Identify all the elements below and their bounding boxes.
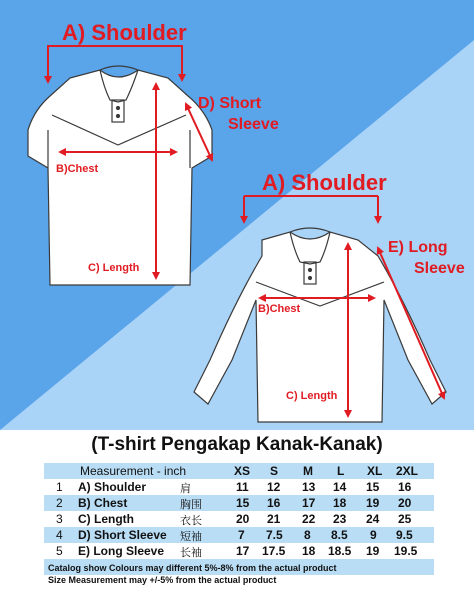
cell-m: 17 <box>302 496 316 510</box>
row-name: D) Short Sleeve <box>78 528 167 542</box>
cell-l: 14 <box>333 480 347 494</box>
header-s: S <box>270 464 279 478</box>
tshirt-sleeve-label-line1: D) Short <box>198 95 262 112</box>
header-2xl: 2XL <box>396 464 419 478</box>
size-table <box>44 462 434 558</box>
row-name: C) Length <box>78 512 134 526</box>
header-measurement: Measurement - inch <box>80 464 187 478</box>
cell-2xl: 19.5 <box>394 544 418 558</box>
row-name: A) Shoulder <box>78 480 146 494</box>
cell-xs: 7 <box>238 528 245 542</box>
cell-xl: 24 <box>366 512 380 526</box>
row-chinese-label: 衣长 <box>180 515 202 527</box>
row-chinese-label: 短袖 <box>180 531 202 543</box>
cell-2xl: 16 <box>398 480 412 494</box>
tshirt-icon <box>28 66 212 285</box>
cell-xl: 19 <box>366 544 380 558</box>
cell-m: 8 <box>304 528 311 542</box>
cell-xl: 9 <box>370 528 377 542</box>
cell-2xl: 25 <box>398 512 412 526</box>
cell-xs: 15 <box>236 496 250 510</box>
row-number: 3 <box>56 512 63 526</box>
tshirt-sleeve-label-line2: Sleeve <box>228 116 279 133</box>
row-number: 2 <box>56 496 63 510</box>
cell-2xl: 9.5 <box>396 528 413 542</box>
cell-s: 12 <box>267 480 281 494</box>
cell-l: 23 <box>333 512 347 526</box>
header-xs: XS <box>234 464 251 478</box>
row-number: 4 <box>56 528 63 542</box>
cell-l: 18.5 <box>328 544 352 558</box>
cell-xs: 20 <box>236 512 250 526</box>
cell-xs: 11 <box>236 480 249 494</box>
header-xl: XL <box>367 464 383 478</box>
row-name: B) Chest <box>78 496 128 510</box>
longsleeve-length-label: C) Length <box>286 390 338 402</box>
tshirt-shoulder-label: A) Shoulder <box>62 20 187 45</box>
row-name: E) Long Sleeve <box>78 544 165 558</box>
header-m: M <box>303 464 313 478</box>
cell-m: 18 <box>302 544 316 558</box>
longsleeve-sleeve-label-line2: Sleeve <box>414 260 465 277</box>
table-row <box>44 527 434 543</box>
table-row <box>44 495 434 511</box>
cell-xl: 19 <box>366 496 380 510</box>
cell-s: 17.5 <box>262 544 286 558</box>
cell-m: 13 <box>302 480 316 494</box>
cell-xs: 17 <box>236 544 250 558</box>
row-chinese-label: 肩 <box>180 483 191 495</box>
cell-m: 22 <box>302 512 316 526</box>
table-title: (T-shirt Pengakap Kanak-Kanak) <box>91 434 383 455</box>
cell-s: 7.5 <box>266 528 283 542</box>
cell-s: 21 <box>267 512 281 526</box>
cell-l: 18 <box>333 496 347 510</box>
row-chinese-label: 长袖 <box>180 547 202 559</box>
cell-xl: 15 <box>366 480 380 494</box>
table-row <box>44 543 434 559</box>
tshirt-length-label: C) Length <box>88 262 140 274</box>
longsleeve-shoulder-label: A) Shoulder <box>262 170 387 195</box>
cell-2xl: 20 <box>398 496 412 510</box>
note-size: Size Measurement may +/-5% from the actual product <box>48 575 277 585</box>
tshirt-chest-label: B)Chest <box>56 163 99 175</box>
row-number: 5 <box>56 544 63 558</box>
row-number: 1 <box>56 480 63 494</box>
table-row <box>44 479 434 495</box>
cell-l: 8.5 <box>331 528 348 542</box>
cell-s: 16 <box>267 496 281 510</box>
longsleeve-sleeve-label-line1: E) Long <box>388 239 448 256</box>
longsleeve-chest-label: B)Chest <box>258 303 301 315</box>
note-colours: Catalog show Colours may different 5%-8% from the actual product <box>48 563 337 573</box>
row-chinese-label: 胸围 <box>180 499 202 511</box>
table-row <box>44 511 434 527</box>
table-header-row <box>44 463 434 479</box>
header-l: L <box>337 464 345 478</box>
